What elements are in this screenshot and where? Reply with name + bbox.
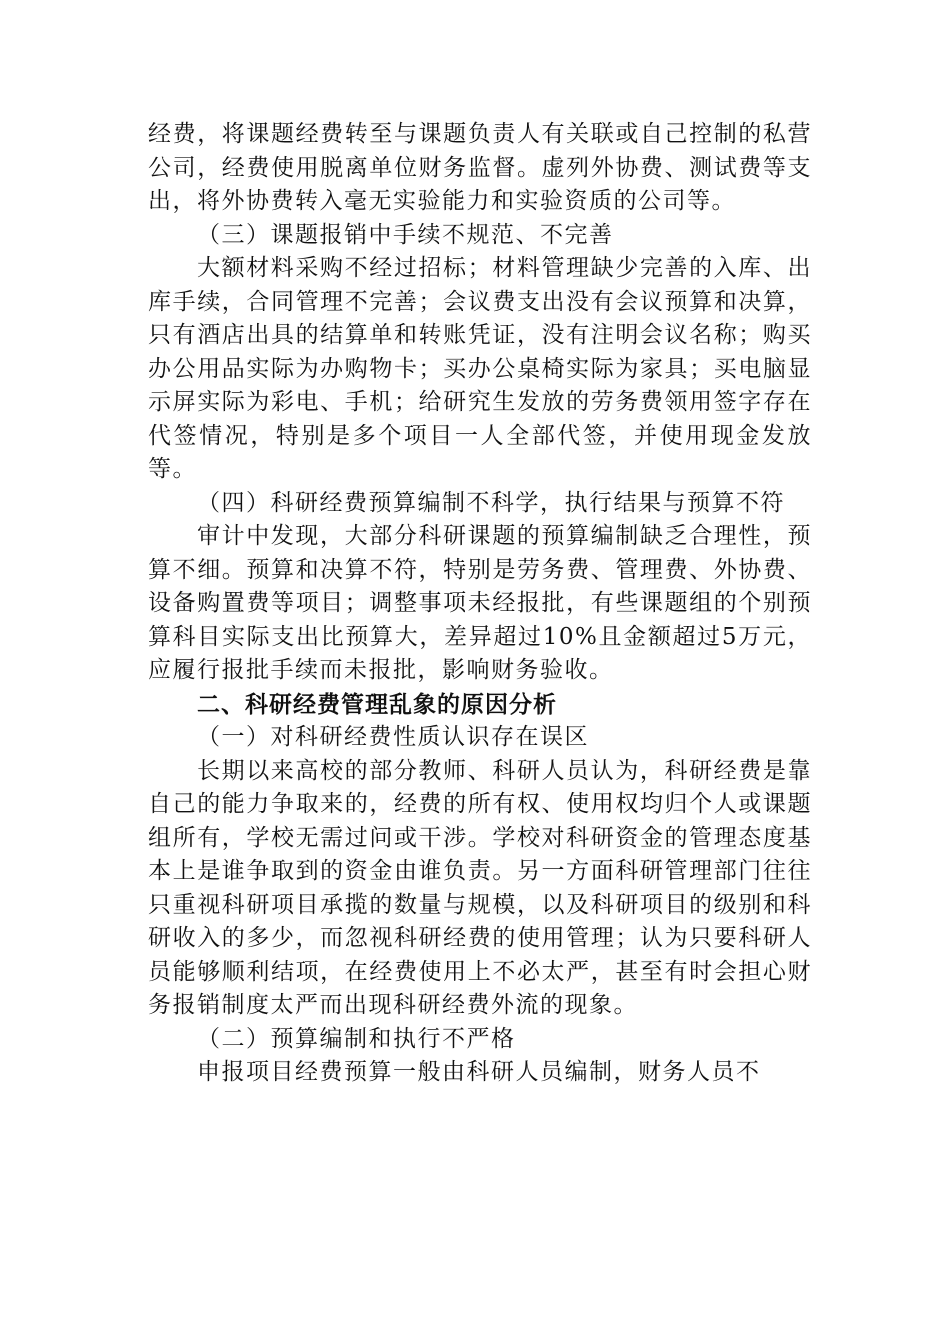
paragraph-budget-audit: 审计中发现，大部分科研课题的预算编制缺乏合理性，预算不细。预算和决算不符，特别是劳务费、管理费、外协费、设备购置费等项目；调整事项未经报批，有些课题组的个别预算科目实际支出比预算大，差异超过10%且金额超过5万元，应履行报批手续而未报批，影响财务验收。 — [148, 523, 812, 683]
subheading-4: （四）科研经费预算编制不科学，执行结果与预算不符 — [197, 489, 785, 516]
subheading-3: （三）课题报销中手续不规范、不完善 — [197, 221, 614, 248]
subheading-1: （一）对科研经费性质认识存在误区 — [197, 724, 589, 750]
document-body — [148, 118, 812, 1090]
paragraph-reimbursement: 大额材料采购不经过招标；材料管理缺少完善的入库、出库手续，合同管理不完善；会议费支出没有会议预算和决算，只有酒店出具的结算单和转账凭证，没有注明会议名称；购买办公用品实际为办购物卡；买办公桌椅实际为家具；买电脑显示屏实际为彩电、手机；给研究生发放的劳务费领用签字存在代签情况，特别是多个项目一人全部代签，并使用现金发放等。 — [148, 255, 812, 482]
continuation-paragraph: 经费，将课题经费转至与课题负责人有关联或自己控制的私营公司，经费使用脱离单位财务监督。虚列外协费、测试费等支出，将外协费转入毫无实验能力和实验资质的公司等。 — [148, 121, 812, 214]
section-heading-2: 二、科研经费管理乱象的原因分析 — [197, 690, 557, 718]
paragraph-budget-prep: 申报项目经费预算一般由科研人员编制，财务人员不 — [197, 1059, 761, 1085]
subheading-2: （二）预算编制和执行不严格 — [197, 1025, 516, 1052]
paragraph-misconception: 长期以来高校的部分教师、科研人员认为，科研经费是靠自己的能力争取来的，经费的所有权、使用权均归个人或课题组所有，学校无需过问或干涉。学校对科研资金的管理态度基本上是谁争取到的资金由谁负责。另一方面科研管理部门往往只重视科研项目承揽的数量与规模，以及科研项目的级别和科研收入的多少，而忽视科研经费的使用管理；认为只要科研人员能够顺利结项，在经费使用上不必太严，甚至有时会担心财务报销制度太严而出现科研经费外流的现象。 — [148, 757, 812, 1018]
